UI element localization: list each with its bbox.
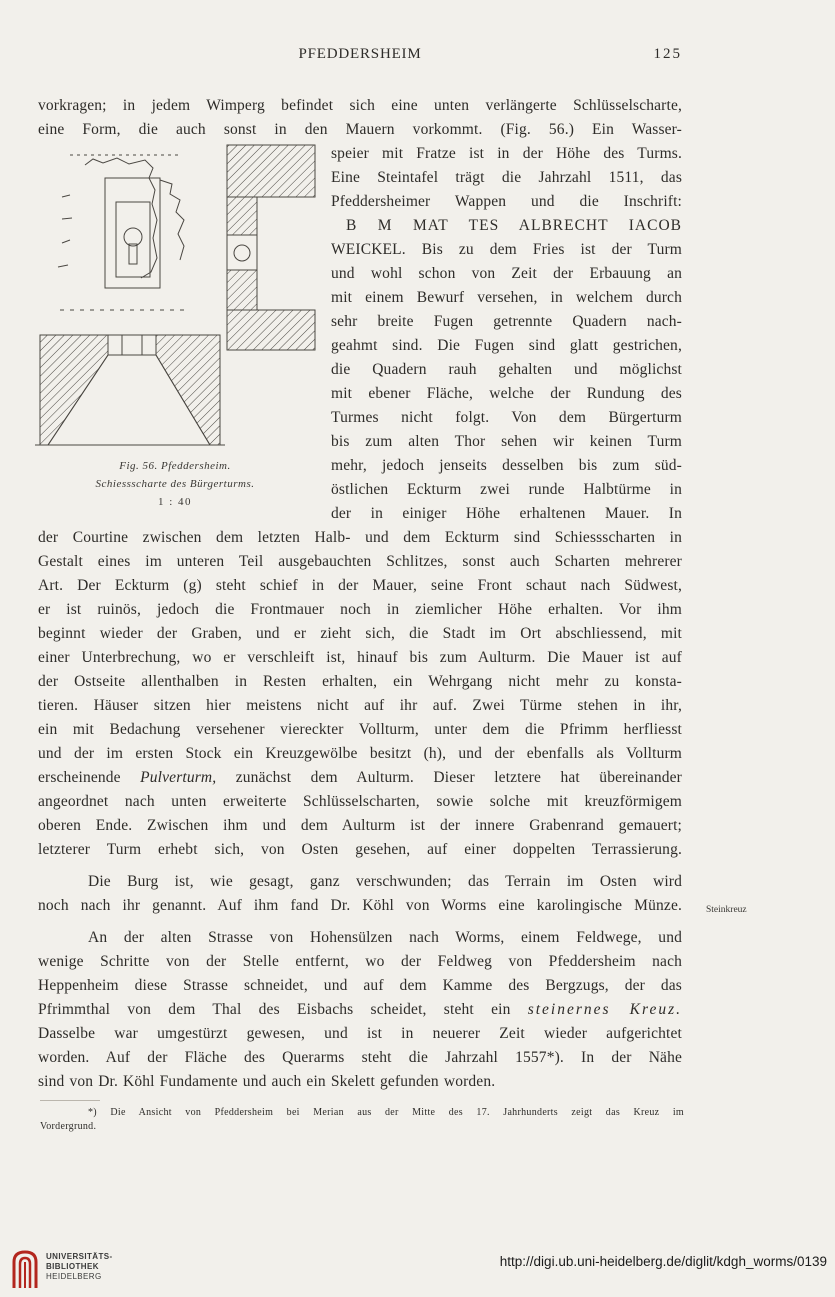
text-line: wenige Schritte von der Stelle entfernt, wo der Feldweg von Pfeddersheim nach bbox=[38, 953, 682, 970]
text-line: und der im ersten Stock ein Kreuzgewölbe besitzt (h), und der ebenfalls als Vollturm bbox=[38, 745, 682, 762]
text-line: oberen Ende. Zwischen ihm und dem Aulturm ist der innere Grabenrand gemauert; bbox=[38, 817, 682, 834]
text-line: der Ostseite allenthalben in Resten erhalten, ein Wehrgang nicht mehr zu konsta- bbox=[38, 673, 682, 690]
text-line: worden. Auf der Fläche des Querarms steht die Jahrzahl 1557*). In der Nähe bbox=[38, 1049, 682, 1066]
text-line: Eine Steintafel trägt die Jahrzahl 1511, das bbox=[331, 169, 682, 186]
text-line: mit ebener Fläche, welche der Rundung des bbox=[331, 385, 682, 402]
source-url-link[interactable]: http://digi.ub.uni-heidelberg.de/diglit/kdgh_worms/0139 bbox=[499, 1254, 827, 1269]
text-line bbox=[38, 766, 682, 790]
page-number: 125 bbox=[653, 46, 682, 62]
logo-text-line: UNIVERSITÄTS- bbox=[46, 1252, 113, 1261]
text-line: er ist ruinös, jedoch die Frontmauer noch in ziemlicher Höhe erhalten. Vor ihm bbox=[38, 601, 682, 618]
running-header bbox=[38, 46, 682, 68]
emphasis-steinernes-kreuz: steinernes Kreuz. bbox=[527, 1001, 682, 1018]
plan-drawing bbox=[35, 335, 225, 445]
text-line: eine Form, die auch sonst in den Mauern vorkommt. (Fig. 56.) Ein Wasser- bbox=[38, 121, 682, 138]
text-line: der Courtine zwischen dem letzten Halb- und dem Eckturm sind Schiessscharten in bbox=[38, 529, 682, 546]
figure-56 bbox=[30, 140, 320, 520]
section-drawing bbox=[227, 145, 315, 350]
text-line: WEICKEL. Bis zu dem Fries ist der Turm bbox=[331, 241, 682, 258]
text-line: Heppenheim diese Strasse schneidet, und auf dem Kamme des Bergzugs, der das bbox=[38, 977, 682, 994]
library-footer bbox=[0, 1240, 835, 1297]
text-line: ein mit Bedachung versehener viereckter Vollturm, unter dem die Pfrimm herfliesst bbox=[38, 721, 682, 738]
logo-text-line: HEIDELBERG bbox=[46, 1272, 102, 1281]
text-line: Die Burg ist, wie gesagt, ganz verschwunden; das Terrain im Osten wird bbox=[88, 873, 682, 890]
text-line: Gestalt eines im unteren Teil ausgebauchten Schlitzes, sonst auch Scharten mehrerer bbox=[38, 553, 682, 570]
text-line: einer Unterbrechung, wo er verschleift ist, hinauf bis zum Aulturm. Die Mauer ist auf bbox=[38, 649, 682, 666]
logo-text-line: BIBLIOTHEK bbox=[46, 1262, 99, 1271]
figure-scale: 1 : 40 bbox=[157, 496, 193, 508]
text-line: die Quadern rauh gehalten und möglichst bbox=[331, 361, 682, 378]
library-logo-icon bbox=[10, 1248, 40, 1290]
text-line: der in einiger Höhe erhaltenen Mauer. In bbox=[331, 505, 682, 522]
text-line: An der alten Strasse von Hohensülzen nach Worms, einem Feldwege, und bbox=[88, 929, 682, 946]
text-line: sehr breite Fugen getrennte Quadern nach- bbox=[331, 313, 682, 330]
text-line: noch nach ihr genannt. Auf ihm fand Dr. Köhl von Worms eine karolingische Münze. bbox=[38, 897, 682, 914]
emphasis-pulverturm: Pulverturm, bbox=[140, 769, 217, 786]
text-line: Turmes nicht folgt. Von dem Bürgerturm bbox=[331, 409, 682, 426]
text-line: B M MAT TES ALBRECHT IACOB bbox=[346, 217, 682, 234]
text-line: bis zum alten Thor sehen wir keinen Turm bbox=[331, 433, 682, 450]
text-line: mit einem Bewurf versehen, in welchem durch bbox=[331, 289, 682, 306]
text-line: Art. Der Eckturm (g) steht schief in der Mauer, seine Front schaut nach Südwest, bbox=[38, 577, 682, 594]
text-line: und wohl schon von Zeit der Erbauung an bbox=[331, 265, 682, 282]
text-line: vorkragen; in jedem Wimperg befindet sich eine unten verlängerte Schlüsselscharte, bbox=[38, 97, 682, 114]
figure-caption-subtitle: Schiessscharte des Bürgerturms. bbox=[95, 478, 255, 490]
text-line: tieren. Häuser sitzen hier meistens nicht auf ihr auf. Zwei Türme stehen in ihr, bbox=[38, 697, 682, 714]
text-line: Dasselbe war umgestürzt gewesen, und ist in neuerer Zeit wieder aufgerichtet bbox=[38, 1025, 682, 1042]
text-segment: Pfrimmthal von dem Thal des Eisbachs scheidet, steht ein bbox=[38, 1001, 528, 1018]
margin-note: Steinkreuz bbox=[706, 905, 747, 915]
text-line: östlichen Eckturm zwei runde Halbtürme in bbox=[331, 481, 682, 498]
elevation-sketch bbox=[58, 155, 190, 310]
text-line: geahmt sind. Die Fugen sind glatt gestrichen, bbox=[331, 337, 682, 354]
footnote-line: Vordergrund. bbox=[40, 1121, 97, 1132]
figure-caption-title: Fig. 56. Pfeddersheim. bbox=[119, 460, 231, 472]
text-line: mehr, jedoch jenseits desselben bis zum süd- bbox=[331, 457, 682, 474]
footnote-line: *) Die Ansicht von Pfeddersheim bei Merian aus der Mitte des 17. Jahrhunderts zeigt das Kreuz im bbox=[88, 1107, 684, 1118]
text-line: Pfeddersheimer Wappen und die Inschrift: bbox=[331, 193, 682, 210]
running-title: PFEDDERSHEIM bbox=[298, 46, 422, 62]
text-line bbox=[38, 998, 682, 1022]
text-segment: zunächst dem Aulturm. Dieser letztere hat übereinander bbox=[216, 769, 682, 786]
text-line: angeordnet nach unten erweiterte Schlüsselscharten, sowie solche mit kreuzförmigem bbox=[38, 793, 682, 810]
text-line: letzterer Turm erhebt sich, von Osten gesehen, auf einer doppelten Terrassierung. bbox=[38, 841, 682, 858]
text-line: sind von Dr. Köhl Fundamente und auch ein Skelett gefunden worden. bbox=[38, 1073, 496, 1090]
text-line: beginnt wieder der Graben, und er zieht sich, die Stadt im Ort abschliessend, mit bbox=[38, 625, 682, 642]
text-segment: erscheinende bbox=[38, 769, 141, 786]
footnote-rule bbox=[40, 1100, 100, 1101]
text-line: speier mit Fratze ist in der Höhe des Turms. bbox=[331, 145, 682, 162]
